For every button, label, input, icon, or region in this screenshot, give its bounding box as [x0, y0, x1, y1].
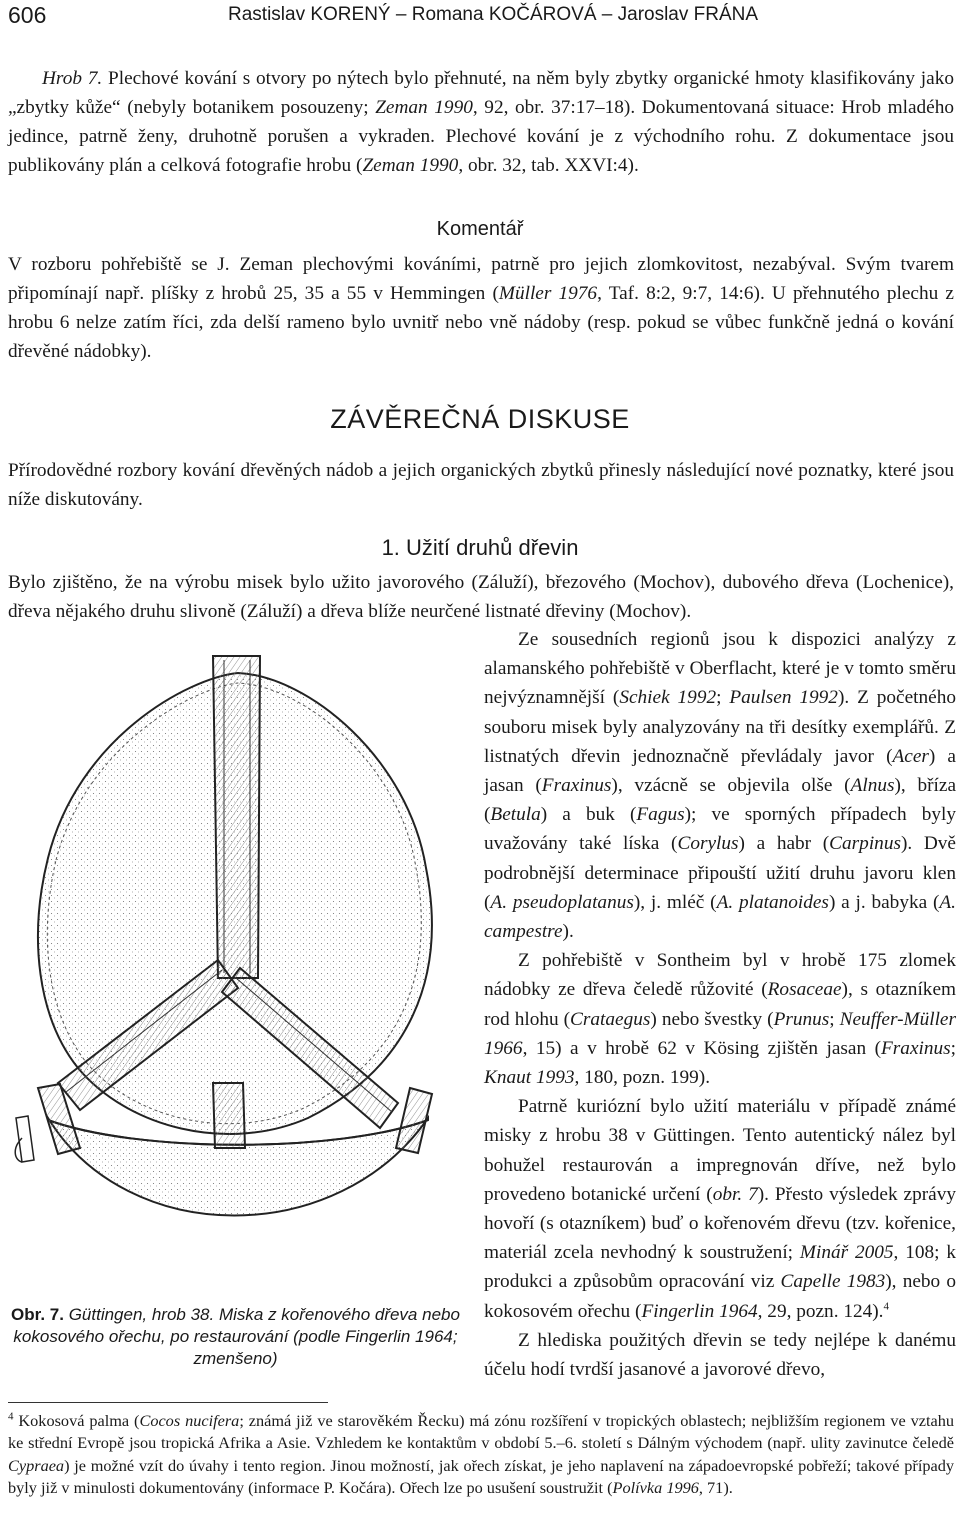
- page-number: 606: [8, 2, 47, 28]
- figure-bowl-drawing: [8, 648, 463, 1303]
- citation: Zeman 1990: [362, 155, 459, 176]
- komentar-paragraph: [8, 250, 954, 366]
- subsection-heading-uziti-druhu-drevin: 1. Užití druhů dřevin: [381, 535, 579, 560]
- taxon: A. platanoides: [716, 891, 829, 913]
- figure-label: Obr. 7.: [11, 1305, 64, 1324]
- text-run: ) a j. babyka (: [828, 891, 940, 913]
- text-run: ) a habr (: [738, 833, 830, 855]
- komentar-heading: Komentář: [436, 218, 524, 240]
- text-run: Z pohřebiště v Sontheim byl v hrobě 175 zlomek nádobky ze dřeva čeledě růžovité (: [484, 950, 956, 1001]
- text-run: Kokosová palma (: [13, 1411, 140, 1430]
- text-run: , 180, pozn. 199).: [574, 1067, 711, 1089]
- citation: Zeman 1990: [375, 97, 473, 118]
- text-run: ) a buk (: [540, 804, 637, 826]
- citation: Knaut 1993: [484, 1067, 575, 1089]
- paragraph-guttingen: [484, 1092, 956, 1326]
- intro-text: Přírodovědné rozbory kování dřevěných nádob a jejich organických zbytků přinesly následující nové poznatky, které jsou níže diskutovány.: [8, 460, 954, 510]
- taxon: A. pseudoplatanus: [490, 891, 634, 913]
- taxon: Fagus: [636, 804, 685, 826]
- citation: Paulsen 1992: [729, 687, 838, 709]
- taxon: Corylus: [677, 833, 739, 855]
- text-run: ), vzácně se objevila olše (: [611, 775, 851, 797]
- text-run: , 15) a v hrobě 62 v Kösing zjištěn jasan (: [522, 1037, 882, 1059]
- text-run: ). Dvě podrobnější determinace připouští užití druhu javoru klen (: [484, 833, 956, 913]
- hrob7-text: , 92, obr. 37:17–18). Dokumentovaná situace: Hrob mladého jedince, patrně ženy, druhotně porušen a vykraden. Plechové kování je z východního rohu. Z dokumentace jsou publikovány plán a celková fotografie hrobu (: [8, 97, 954, 176]
- text-run: ); ve sporných případech byly uvažovány také líska (: [484, 804, 956, 855]
- citation: Minář 2005: [799, 1242, 894, 1264]
- text-run: ;: [829, 1008, 840, 1030]
- text-run: ) a jasan (: [484, 745, 956, 797]
- paragraph-sontheim: [484, 946, 956, 1092]
- text-run: ).: [562, 921, 574, 943]
- figure-reference: obr. 7: [712, 1183, 758, 1205]
- taxon: Fraxinus: [541, 775, 612, 797]
- page-header: [8, 0, 948, 28]
- taxon: Rosaceae: [767, 979, 842, 1001]
- taxon: Acer: [892, 745, 929, 767]
- citation: Neuffer-Müller 1966: [484, 1008, 956, 1059]
- taxon: Cocos nucifera: [139, 1411, 240, 1430]
- text-run: , 29, pozn. 124).: [757, 1300, 884, 1322]
- text-run: ), bříza (: [484, 775, 957, 826]
- taxon: Carpinus: [829, 833, 901, 855]
- hrob7-paragraph: [8, 64, 954, 180]
- text-run: ), s otazníkem rod hlohu (: [484, 979, 956, 1030]
- taxon: Fraxinus: [881, 1037, 951, 1059]
- text-run: ;: [950, 1037, 956, 1059]
- paragraph-conclusion: Z hlediska použitých dřevin se tedy nejlépe k danému účelu hodí tvrdší jasanové a javorové dřevo,: [484, 1329, 956, 1381]
- right-column: [484, 625, 956, 1384]
- taxon: Crataegus: [570, 1008, 651, 1030]
- section1-paragraph: [8, 568, 954, 626]
- taxon: Prunus: [773, 1008, 830, 1030]
- text-run: ). Z početného souboru misek byly analyzovány na tři desítky exemplářů. Z listnatých dřevin jednoznačně převládaly javor (: [484, 687, 956, 767]
- komentar-text: , Taf. 8:2, 9:7, 14:6). U přehnutého plechu z hrobu 6 nelze zatím říci, zda delší rameno bylo uvnitř nebo vně nádoby (resp. pokud se vůbec funkčně jedná o kování dřevěné nádobky).: [8, 283, 954, 362]
- text-run: ). Přesto výsledek zprávy hovoří (s otazníkem) buď o kořenovém dřevu (tzv. kořenice, materiál zcela nevhodný k soustružení;: [484, 1183, 956, 1264]
- text-run: , 71).: [698, 1478, 733, 1498]
- footnote: [8, 1410, 954, 1500]
- text-run: Patrně kuriózní bylo užití materiálu v případě známé misky z hrobu 38 v Güttingen. Tento autentický nález byl bohužel restaurován a impregnován dříve, než bylo provedeno botanické určení (: [484, 1096, 956, 1205]
- citation: Schiek 1992: [619, 687, 717, 709]
- text-run: ), j. mléč (: [633, 891, 717, 913]
- text-run: ) je možné vzít do úvahy i tento region. Jinou možností, jak ořech získat, je jeho naplavení na západoevropské pobřeží; takové případy byly již v minulosti dokumentovány (informace P. Kočára). Ořech lze po usušení soustružit (: [8, 1455, 954, 1498]
- footnote-number: 4: [8, 1410, 14, 1423]
- section1-text: Bylo zjištěno, že na výrobu misek bylo užito javorového (Záluží), březového (Mochov), dubového dřeva (Lochenice), dřeva nějakého druhu slivoně (Záluží) a dřeva blíže neurčené listnaté dřeviny (Mochov).: [8, 572, 954, 622]
- figure-caption: [8, 1304, 463, 1370]
- taxon: A. campestre: [484, 891, 956, 943]
- taxon: Cypraea: [8, 1455, 65, 1475]
- taxon: Betula: [490, 804, 541, 826]
- citation: Fingerlin 1964: [641, 1300, 758, 1322]
- hrob7-text: Plechové kování s otvory po nýtech bylo přehnuté, na něm byly zbytky organické hmoty klasifikovány jako „zbytky kůže“ (nebyly botanikem posouzeny;: [8, 68, 954, 118]
- zaverecna-intro: [8, 456, 954, 514]
- citation: Polívka 1996: [612, 1478, 699, 1498]
- text-run: ;: [716, 687, 730, 709]
- text-run: Ze sousedních regionů jsou k dispozici analýzy z alamanského pohřebiště v Oberflacht, které je v tomto směru nejvýznamnější (: [484, 629, 956, 709]
- running-authors: Rastislav KORENÝ – Romana KOČÁROVÁ – Jaroslav FRÁNA: [228, 4, 759, 25]
- bowl-illustration: [8, 648, 463, 1303]
- citation: Capelle 1983: [780, 1271, 886, 1293]
- citation: Müller 1976: [498, 283, 598, 304]
- hrob7-text: , obr. 32, tab. XXVI:4).: [458, 155, 639, 176]
- taxon: Alnus: [850, 775, 895, 797]
- bowl-top-view: [38, 656, 432, 1134]
- paragraph-oberflacht: [484, 625, 956, 946]
- footnote-marker[interactable]: 4: [883, 1300, 890, 1313]
- text-run: ; známá již ve starověkém Řecku) má zónu rozšíření v tropických oblastech; nejbližším regionem ve vztahu ke střední Evropě jsou tropická Afrika a Asie. Vzhledem ke kontaktům v období 5.–6. století s Dálným východem (např. ulity zavinutce čeledě: [8, 1411, 954, 1453]
- footnote-rule: [8, 1402, 328, 1403]
- hrob7-label: Hrob 7.: [42, 68, 103, 89]
- text-run: ) nebo švestky (: [650, 1008, 774, 1030]
- text-run: ), nebo o kokosovém ořechu (: [484, 1271, 957, 1322]
- figure-caption-text: Güttingen, hrob 38. Miska z kořenového dřeva nebo kokosového ořechu, po restaurování (podle Fingerlin 1964; zmenšeno): [13, 1305, 460, 1368]
- section-heading-zaverecna-diskuse: ZÁVĚREČNÁ DISKUSE: [330, 404, 630, 434]
- text-run: , 108; k produkci a způsobům opracování viz: [484, 1242, 956, 1293]
- komentar-text: V rozboru pohřebiště se J. Zeman plechovými kováními, patrně pro jejich zlomkovitost, nezabýval. Svým tvarem připomínají např. plíšky z hrobů 25, 35 a 55 v Hemmingen (: [8, 254, 954, 304]
